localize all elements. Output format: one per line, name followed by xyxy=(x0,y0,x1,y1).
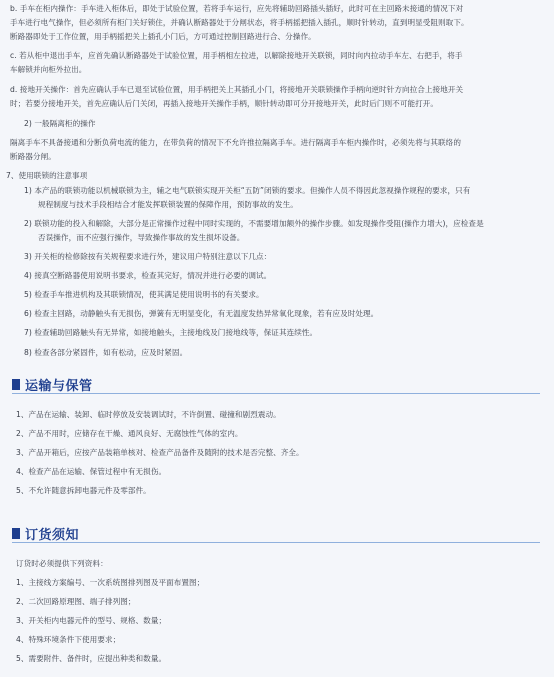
list-item: 2、二次回路原理图、端子排列图； xyxy=(16,597,136,606)
list-item: 1、产品在运输、装卸、临时停放及安装调试时，不许倒置、碰撞和剧烈震动。 xyxy=(16,410,281,419)
heading-divider xyxy=(12,542,540,543)
intro-line: d. 接地开关操作：首先应确认手车已退至试验位置，用手柄把关上其插孔小门，将接地开关联锁操作手柄向逆时针方向拉合上接地开关 xyxy=(10,85,464,94)
list-item: 4、特殊环境条件下使用要求； xyxy=(16,635,121,644)
intro-line: 3) 开关柜的检修除按有关规程要求进行外，建议用户特别注意以下几点： xyxy=(24,252,272,261)
intro-line: 时；若要分接地开关，首先应确认后门关闭，再插入接地开关操作手柄，顺针转动即可分开接地开关，此时后门则不可能打开。 xyxy=(10,99,439,108)
list-item: 4、检查产品在运输、保管过程中有无损伤。 xyxy=(16,467,167,476)
heading-divider xyxy=(12,393,540,394)
intro-line: 7) 检查辅助回路触头有无异常，如接地触头，主接地线及门接地线等，保证其连续性。 xyxy=(24,328,318,337)
order-intro: 订货时必须提供下列资料： xyxy=(16,559,108,568)
intro-line: 断路器即处于工作位置，用手柄摇把关上插孔小门后，方可通过控制回路进行合、分操作。 xyxy=(10,32,316,41)
intro-line: b. 手车在柜内操作：手车进入柜体后，即处于试验位置，若将手车运行，应先将辅助回路插头插好，此时可在主回路未接通的情况下对 xyxy=(10,4,464,13)
section-heading-transport xyxy=(12,375,93,393)
intro-line: 1) 本产品的联锁功能以机械联锁为主，辅之电气联锁实现开关柜“五防”闭锁的要求。但操作人员不得因此忽视操作规程的要求，只有 xyxy=(24,186,471,195)
intro-line: 车解锁并向柜外拉出。 xyxy=(10,65,87,74)
section-title: 订货须知 xyxy=(25,527,80,543)
list-item: 2、产品不用时，应储存在干燥、通风良好、无腐蚀性气体的室内。 xyxy=(16,429,243,438)
intro-line: 手车进行电气操作，但必须所有柜门关好锁住，并确认断路器处于分闸状态，将手柄摇把插入插孔，顺时针转动，直到明显受阻则取下。 xyxy=(10,18,469,27)
intro-line: 隔离手车不具备接通和分断负荷电流的能力，在带负荷的情况下不允许推拉隔离手车。进行隔离手车柜内操作时，必须先将与其联络的 xyxy=(10,138,461,147)
list-item: 5、需要附件、备件时，应提出种类和数量。 xyxy=(16,654,167,663)
intro-line: 6) 检查主回路，动静触头有无损伤，弹簧有无明显变化，有无温度发热异常氧化现象，若有应及时处理。 xyxy=(24,309,379,318)
list-item: 5、不允许随意拆卸电器元件及零部件。 xyxy=(16,486,151,495)
intro-line: 8) 检查各部分紧固件，如有松动，应及时紧固。 xyxy=(24,348,188,357)
intro-line: 规程制度与技术手段相结合才能发挥联锁装置的保障作用，预防事故的发生。 xyxy=(38,200,298,209)
intro-line: c. 若从柜中退出手车，应首先确认断路器处于试验位置，用手柄相左拉进，以解除接地开关联锁，同时向内拉动手车左、右把手，将手 xyxy=(10,51,463,60)
list-item: 3、产品开箱后，应按产品装箱单核对、检查产品备件及随附的技术是否完整、齐全。 xyxy=(16,448,304,457)
section-heading-order xyxy=(12,524,79,542)
intro-line: 4) 接真空断路器使用说明书要求，检查其完好，情况并进行必要的调试。 xyxy=(24,271,272,280)
section-title: 运输与保管 xyxy=(25,378,93,394)
intro-line: 5) 检查手车推进机构及其联锁情况，使其满足使用说明书的有关要求。 xyxy=(24,290,264,299)
intro-line: 否误操作，而不应强行操作，导致操作事故的发生损坏设备。 xyxy=(38,233,245,242)
heading-marker xyxy=(12,379,20,390)
list-item: 3、开关柜内电器元件的型号、规格、数量； xyxy=(16,616,167,625)
list-item: 1、主接线方案编号、一次系统图排列图及平面布置图； xyxy=(16,578,205,587)
intro-line: 7、使用联锁的注意事项 xyxy=(6,171,88,180)
intro-line: 2) 联锁功能的投入和解除，大部分是正常操作过程中同时实现的，不需要增加额外的操作步骤。如发现操作受阻(操作力增大)，应检查是 xyxy=(24,219,484,228)
intro-line: 2) 一般隔离柜的操作 xyxy=(24,119,96,128)
heading-marker xyxy=(12,528,20,539)
intro-line: 断路器分闸。 xyxy=(10,152,56,161)
